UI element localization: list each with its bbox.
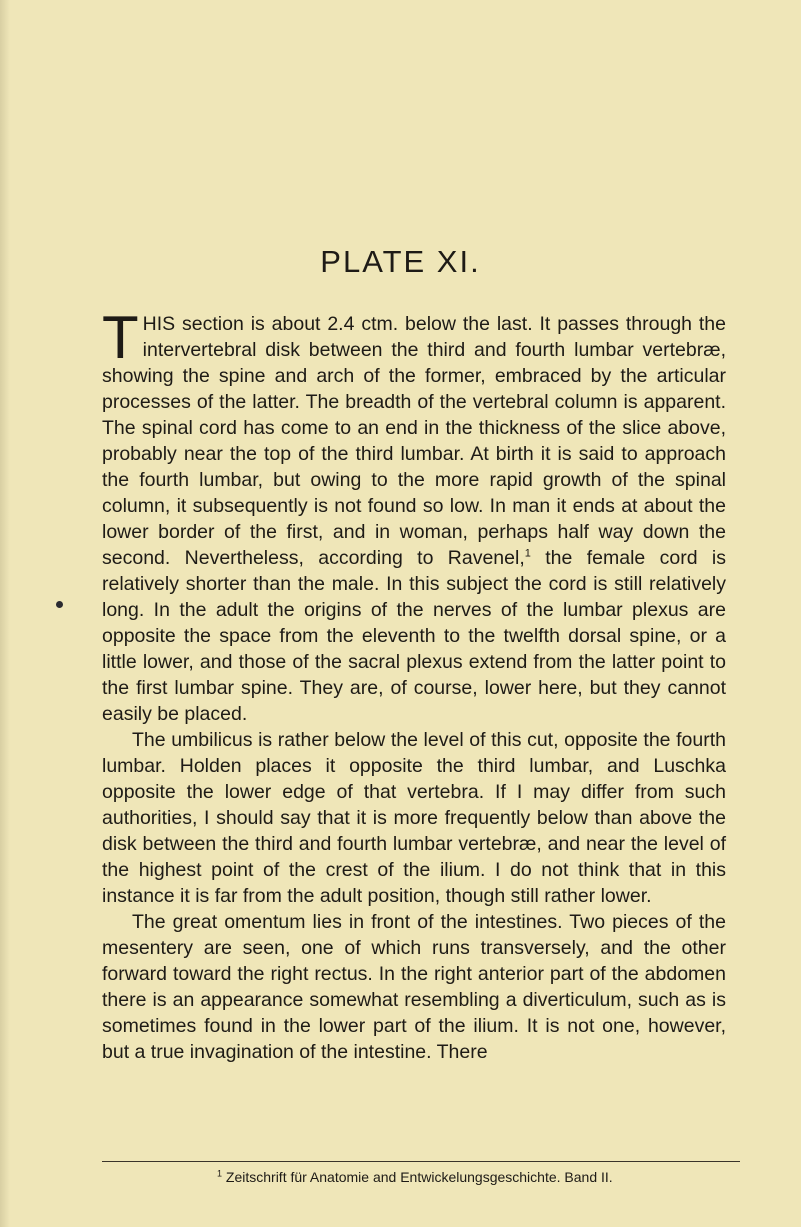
- footnote: [217, 1168, 613, 1186]
- page-edge: [0, 0, 10, 1227]
- footnote-mark: 1: [217, 1168, 223, 1179]
- margin-ink-mark: [56, 601, 63, 608]
- body-text: [102, 304, 727, 1065]
- paragraph-3: The great omentum lies in front of the intestines. Two pieces of the mesentery are seen, one of which runs transversely, and the other forward toward the right rectus. In the right anterior part of the abdomen there is an appearance somewhat resembling a diverticulum, such as is sometimes found in the lower part of the ilium. It is not one, however, but a true invagination of the intestine. There: [102, 911, 726, 1063]
- paragraph-2: The umbilicus is rather below the level of this cut, opposite the fourth lumbar. Holden places it opposite the third lumbar, and Luschka opposite the lower edge of that vertebra. If I may differ from such authorities, I should say that it is more frequently below than above the disk between the third and fourth lumbar vertebræ, and near the level of the highest point of the crest of the ilium. I do not think that in this instance it is far from the adult position, though still rather lower.: [102, 729, 726, 907]
- drop-cap: T: [102, 304, 139, 371]
- paragraph-1-text: HIS section is about 2.4 ctm. below the last. It passes through the intervertebral disk between the third and fourth lumbar vertebræ, showing the spine and arch of the former, embraced by the articular processes of the latter. The breadth of the vertebral column is apparent. The spinal cord has come to an end in the thickness of the slice above, probably near the top of the third lumbar. At birth it is said to approach the fourth lumbar, but owing to the more rapid growth of the spinal column, it subsequently is not found so low. In man it ends at about the lower border of the first, and in woman, perhaps half way down the second. Nevertheless, according to Ravenel,: [102, 313, 726, 569]
- paragraph-1: [102, 304, 727, 727]
- plate-title: PLATE XI.: [320, 244, 481, 279]
- footnote-reference: 1: [524, 547, 531, 560]
- footnote-divider: [102, 1161, 740, 1162]
- footnote-text: Zeitschrift für Anatomie and Entwickelungsgeschichte. Band II.: [222, 1169, 613, 1185]
- paragraph-1-text-cont: the female cord is relatively shorter than the male. In this subject the cord is still relatively long. In the adult the origins of the nerves of the lumbar plexus are opposite the space from the eleventh to the twelfth dorsal spine, or a little lower, and those of the sacral plexus extend from the latter point to the first lumbar spine. They are, of course, lower here, but they cannot easily be placed.: [102, 547, 727, 725]
